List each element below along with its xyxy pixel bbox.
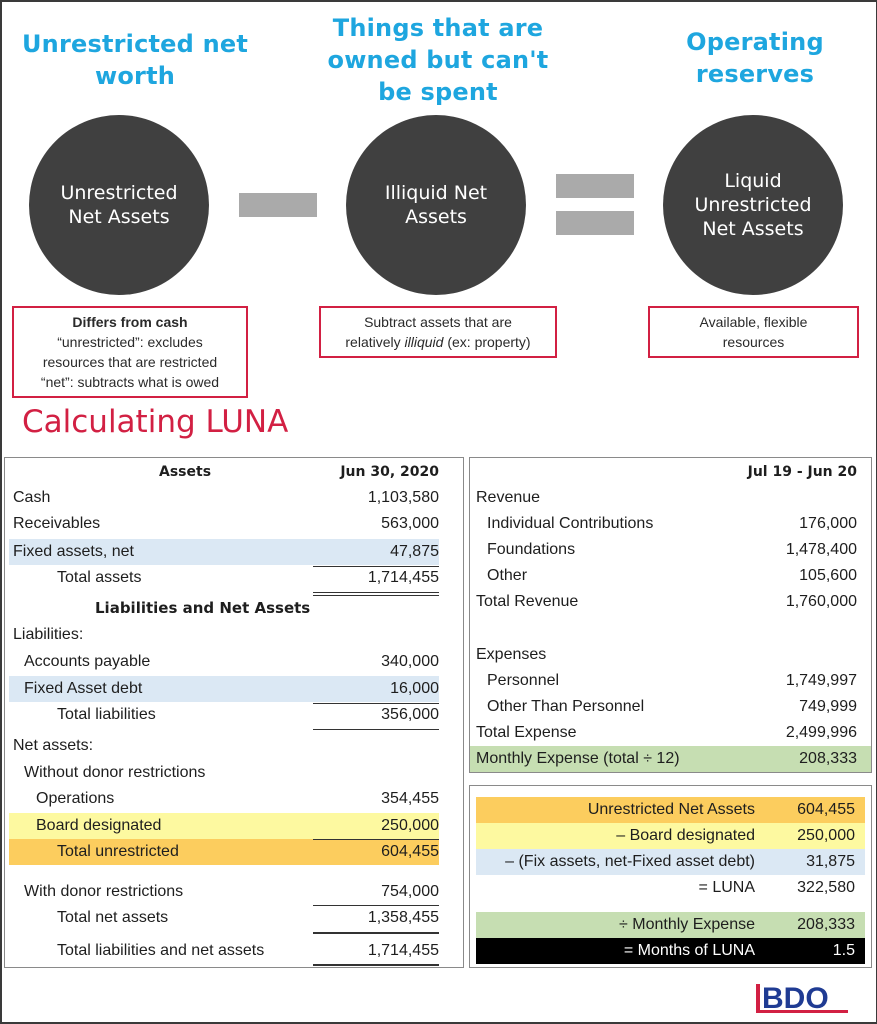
row-label: Total assets [57,569,142,586]
header-assets: Assets [159,464,212,480]
row-label: Other Than Personnel [487,698,645,715]
row-value: 250,000 [797,827,855,844]
row-value: 356,000 [381,706,439,723]
row-value: 1,714,455 [367,942,439,959]
row-label: Other [487,567,528,584]
row-label: – Board designated [616,827,755,844]
note-line: Subtract assets that are [364,314,512,330]
row-label: = LUNA [698,879,755,896]
equals-operator-icon-top [556,174,634,198]
table-row-board-designated [9,813,439,839]
row-label: Without donor restrictions [24,764,206,781]
circle-liquid-unrestricted-net-assets [663,115,843,295]
table-row-total [9,905,439,931]
table-row [472,642,861,668]
heading-owned-cant-spend: Things that are owned but can't be spent [327,14,549,106]
row-label: Cash [13,489,51,506]
row-value: 1,760,000 [785,593,857,610]
underline [313,932,439,934]
row-label: Total unrestricted [57,843,179,860]
row-label: Accounts payable [24,653,151,670]
table-row [9,879,439,905]
row-label: ÷ Monthly Expense [619,916,755,933]
table-row [9,786,439,812]
note-line: “unrestricted”: excludes [57,334,203,350]
underline [313,964,439,966]
table-row [472,537,861,563]
row-label: Monthly Expense (total ÷ 12) [476,750,680,767]
circle-label: Unrestricted Net Assets [60,182,178,228]
note-line [321,332,555,352]
circle-illiquid-net-assets [346,115,526,295]
row-label: Foundations [487,541,576,558]
table-row-monthly-expense [470,746,871,772]
row-label: Total net assets [57,909,169,926]
row-value: 176,000 [799,515,857,532]
minus-operator-icon [239,193,317,217]
row-value: 1,103,580 [367,489,439,506]
row-value: 563,000 [381,515,439,532]
table-row [9,511,439,537]
row-label: Expenses [476,646,547,663]
row-value: 250,000 [381,817,439,834]
row-label: Individual Contributions [487,515,654,532]
row-value: 1,478,400 [785,541,857,558]
row-value: 2,499,996 [785,724,857,741]
row-value: 16,000 [390,680,439,697]
circle-label: Liquid Unrestricted Net Assets [694,170,812,240]
row-label: Total Expense [476,724,577,741]
table-row-fixed-asset-debt [9,676,439,702]
row-value: 749,999 [799,698,857,715]
note-emphasis: illiquid [404,334,444,350]
note-subtract-illiquid [319,306,557,358]
table-row-total [9,565,439,591]
luna-row-months [476,938,865,964]
luna-calculation-table [469,785,872,968]
row-label: Revenue [476,489,541,506]
note-line: “net”: subtracts what is owed [40,374,220,390]
row-label: Fixed Asset debt [24,680,143,697]
row-label: Liabilities: [13,626,84,643]
table-row [472,485,861,511]
income-statement-table [469,457,872,773]
note-text: relatively [345,334,405,350]
row-label: With donor restrictions [24,883,184,900]
note-available-flexible [648,306,859,358]
section-header [9,595,439,621]
row-label: Total liabilities [57,706,156,723]
equals-operator-icon-bottom [556,211,634,235]
row-value: 47,875 [390,543,439,560]
row-value: 604,455 [381,843,439,860]
header-period: Jul 19 - Jun 20 [747,464,857,480]
table-row [472,563,861,589]
table-header [472,459,861,485]
row-value: 208,333 [799,750,857,767]
section-title: Calculating LUNA [22,404,289,440]
row-label: Operations [36,790,115,807]
row-value: 604,455 [797,801,855,818]
table-row [9,760,439,786]
table-row-fixed-assets [9,539,439,565]
underline [313,839,439,840]
note-differs-from-cash [12,306,248,398]
row-label: Receivables [13,515,101,532]
row-value: 208,333 [797,916,855,933]
circle-label: Illiquid Net Assets [384,182,488,228]
note-line: resources that are restricted [42,354,218,370]
row-label: Liabilities and Net Assets [95,599,311,617]
note-title: Differs from cash [72,314,188,330]
table-row-grand-total [9,938,439,964]
row-label: Fixed assets, net [13,543,134,560]
row-label: Total Revenue [476,593,579,610]
balance-sheet-table [4,457,464,968]
row-label: Unrestricted Net Assets [587,801,755,818]
row-label: Board designated [36,817,162,834]
row-value: 31,875 [806,853,855,870]
table-row-total-unrestricted [9,839,439,865]
note-text: (ex: property) [443,334,531,350]
row-value: 1.5 [832,942,855,959]
table-row-total [472,589,861,615]
row-label: Net assets: [13,737,94,754]
table-row [9,485,439,511]
logo-text: BDO [762,982,829,1015]
row-value: 322,580 [797,879,855,896]
bdo-logo [752,978,852,1018]
row-value: 340,000 [381,653,439,670]
table-row [472,694,861,720]
table-row [9,649,439,675]
circle-unrestricted-net-assets [29,115,209,295]
table-row [9,733,439,759]
table-header [9,459,439,485]
luna-row-result [476,875,865,901]
row-value: 1,714,455 [367,569,439,586]
row-label: – (Fix assets, net-Fixed asset debt) [505,853,755,870]
row-value: 354,455 [381,790,439,807]
luna-row-fixed-assets [476,849,865,875]
table-row [472,668,861,694]
table-row-total [9,702,439,728]
luna-row-board-designated [476,823,865,849]
row-label: = Months of LUNA [623,942,755,959]
logo-red-bar [756,984,760,1010]
row-label: Total liabilities and net assets [57,942,265,959]
table-row [9,622,439,648]
row-value: 105,600 [799,567,857,584]
row-value: 754,000 [381,883,439,900]
table-row [472,511,861,537]
header-date: Jun 30, 2020 [340,464,439,480]
note-line: Available, flexible [699,314,808,330]
heading-unrestricted-net-worth: Unrestricted net worth [21,30,249,90]
row-value: 1,358,455 [367,909,439,926]
luna-row-monthly-expense [476,912,865,938]
table-row-total [472,720,861,746]
underline [313,729,439,730]
luna-row-unrestricted [476,797,865,823]
heading-operating-reserves: Operating reserves [686,28,824,88]
row-value: 1,749,997 [785,672,857,689]
row-label: Personnel [487,672,560,689]
note-line: resources [722,334,785,350]
